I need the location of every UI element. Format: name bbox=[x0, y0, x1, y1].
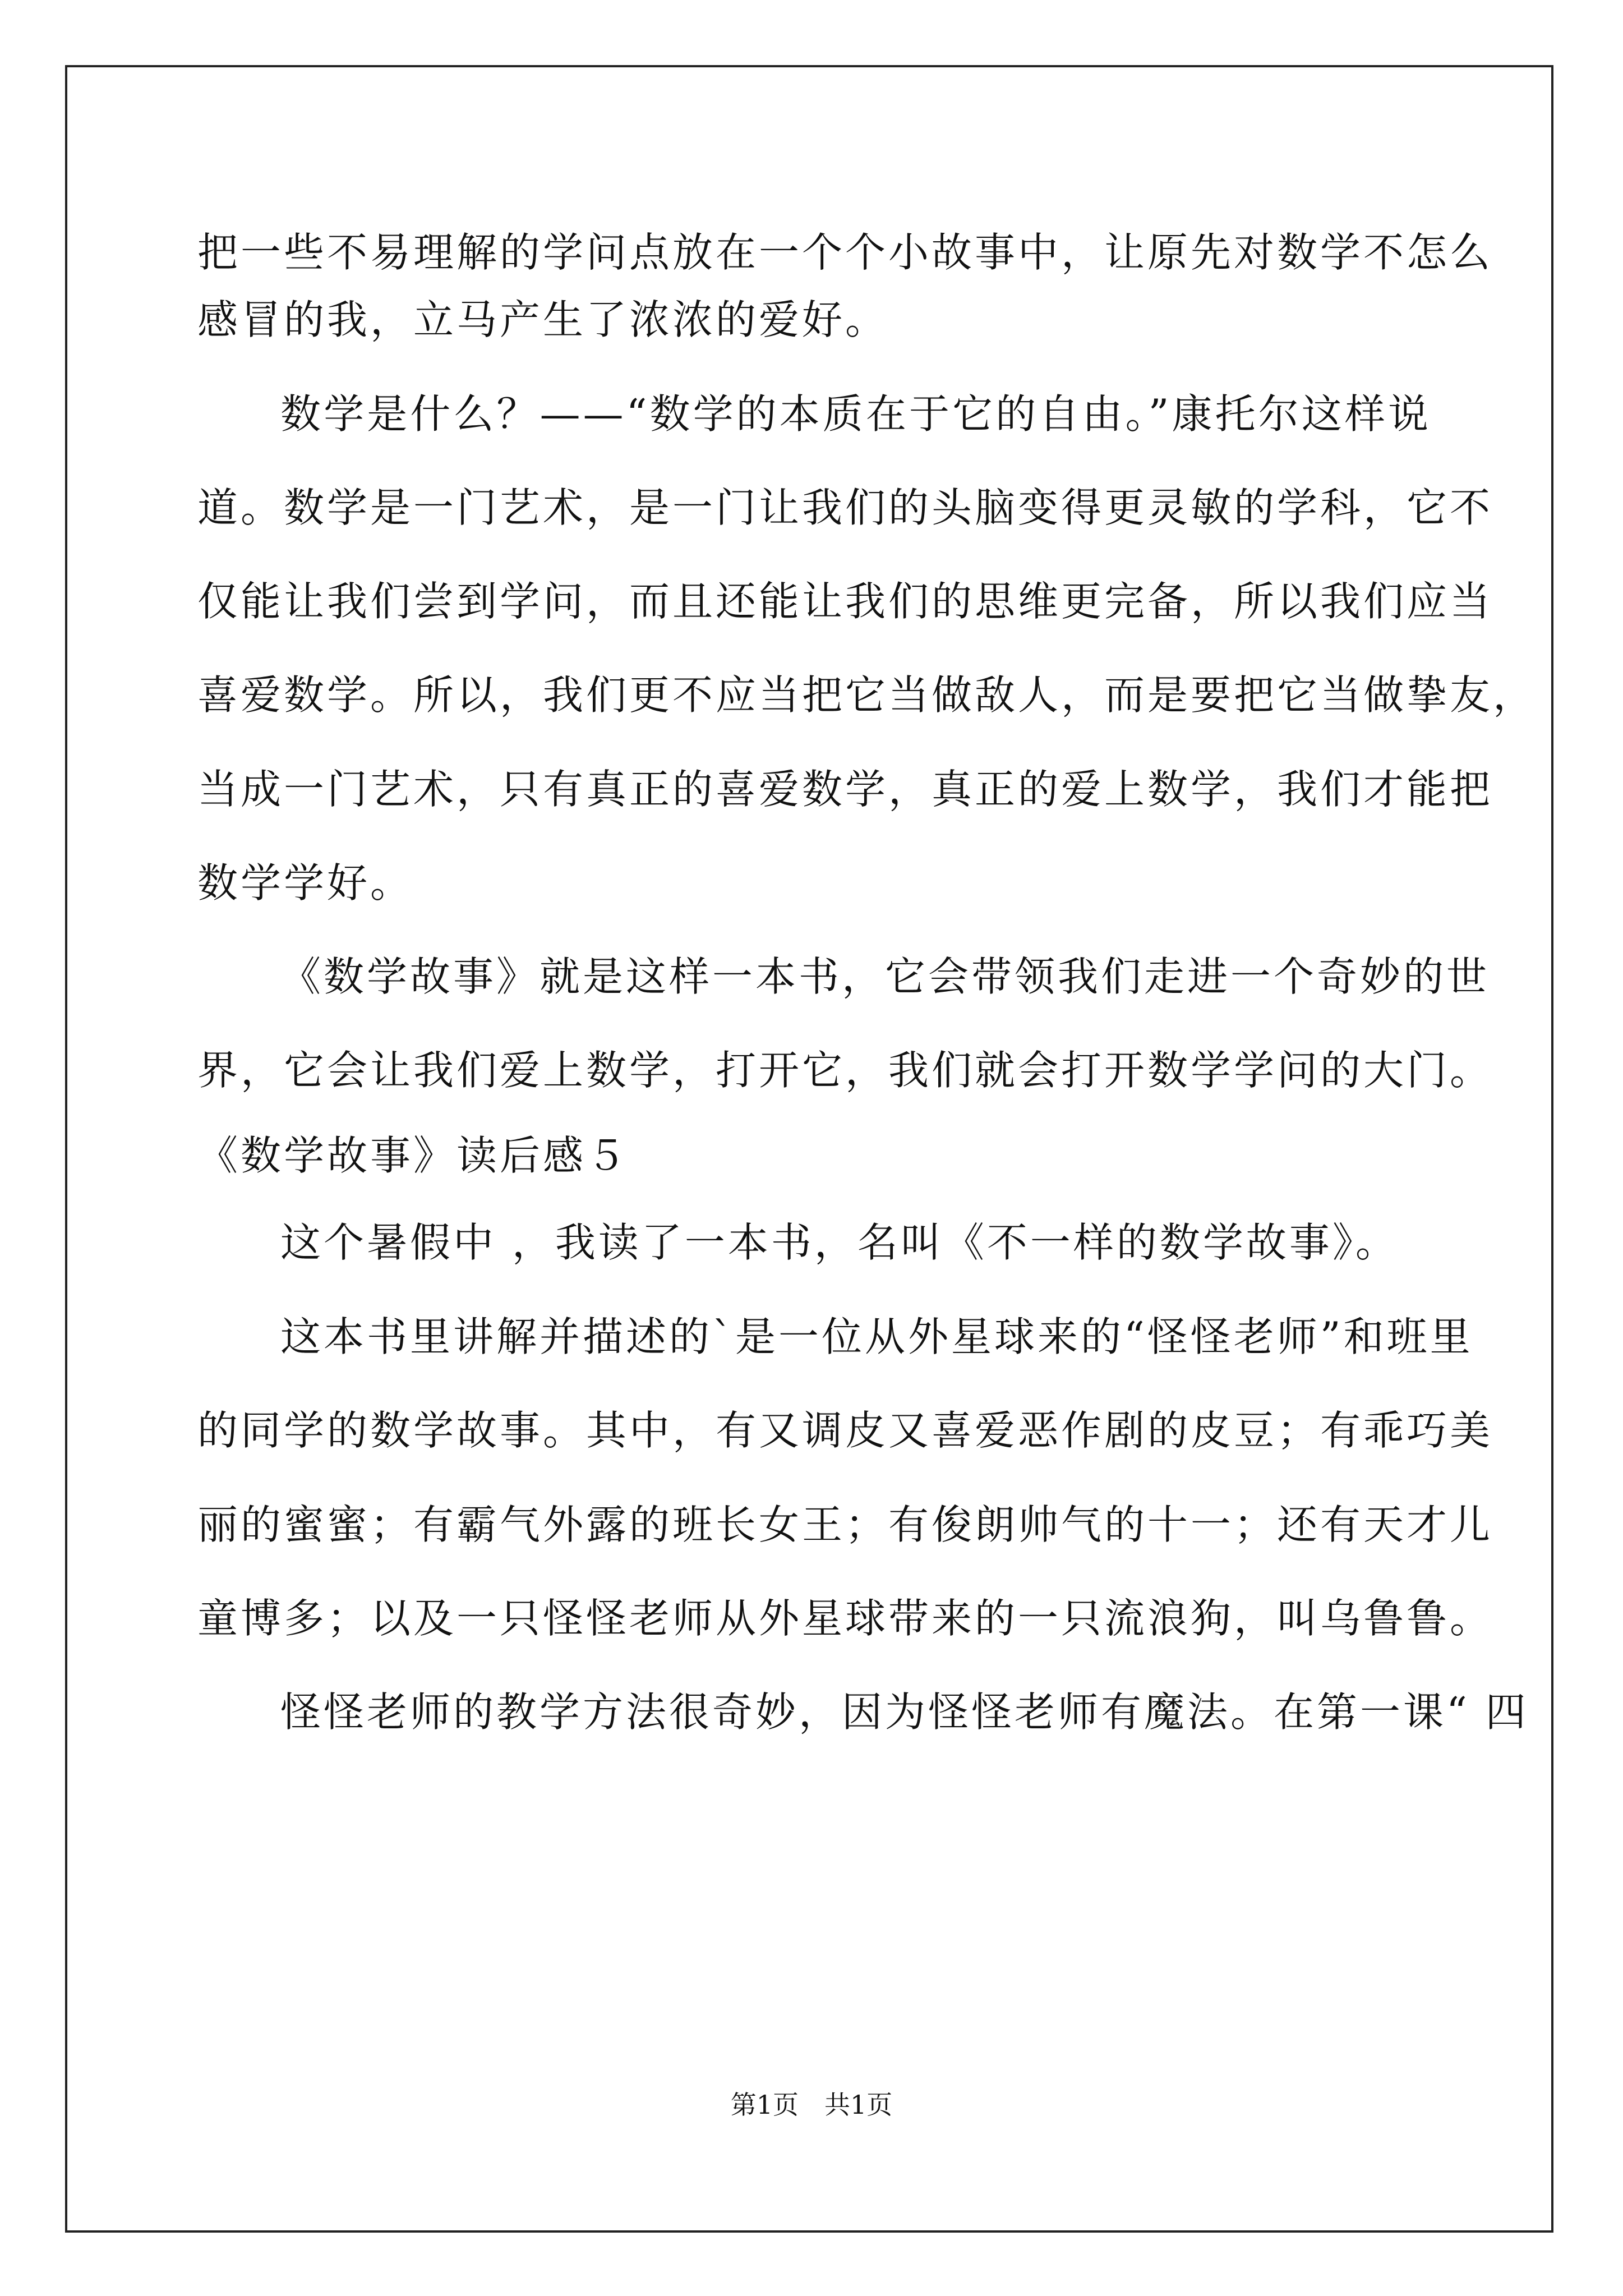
text-line: 的同学的数学故事。其中，有又调皮又喜爱恶作剧的皮豆；有乖巧美 bbox=[197, 1407, 1493, 1454]
text-line: 《数学故事》就是这样一本书，它会带领我们走进一个奇妙的世 bbox=[280, 953, 1490, 1000]
text-line: 数学学好。 bbox=[197, 859, 414, 907]
text-line: 喜爱数学。所以，我们更不应当把它当做敌人，而是要把它当做挚友， bbox=[197, 671, 1537, 719]
text-line: 当成一门艺术，只有真正的喜爱数学，真正的爱上数学，我们才能把 bbox=[197, 766, 1493, 813]
text-line: 道。数学是一门艺术，是一门让我们的头脑变得更灵敏的学科，它不 bbox=[197, 484, 1493, 531]
text-line: 这个暑假中 ，我读了一本书，名叫《不一样的数学故事》。 bbox=[280, 1219, 1399, 1266]
text-line: 怪怪老师的教学方法很奇妙，因为怪怪老师有魔法。在第一课“ 四 bbox=[280, 1688, 1529, 1736]
section-heading: 《数学故事》读后感５ bbox=[197, 1132, 630, 1179]
text-line: 感冒的我，立马产生了浓浓的爱好。 bbox=[197, 296, 889, 343]
text-line: 童博多；以及一只怪怪老师从外星球带来的一只流浪狗，叫乌鲁鲁。 bbox=[197, 1595, 1493, 1642]
text-line: 把一些不易理解的学问点放在一个个小故事中，让原先对数学不怎么 bbox=[197, 229, 1493, 276]
text-line: 界，它会让我们爱上数学，打开它，我们就会打开数学学问的大门。 bbox=[197, 1047, 1493, 1094]
page-number-footer: 第1页 共1页 bbox=[730, 2090, 893, 2120]
text-line: 数学是什么？——“数学的本质在于它的自由。”康托尔这样说 bbox=[280, 390, 1431, 438]
text-line: 这本书里讲解并描述的`是一位从外星球来的“怪怪老师”和班里 bbox=[280, 1313, 1473, 1360]
text-line: 仅能让我们尝到学问，而且还能让我们的思维更完备，所以我们应当 bbox=[197, 578, 1493, 625]
text-line: 丽的蜜蜜；有霸气外露的班长女王；有俊朗帅气的十一；还有天才儿 bbox=[197, 1501, 1493, 1548]
